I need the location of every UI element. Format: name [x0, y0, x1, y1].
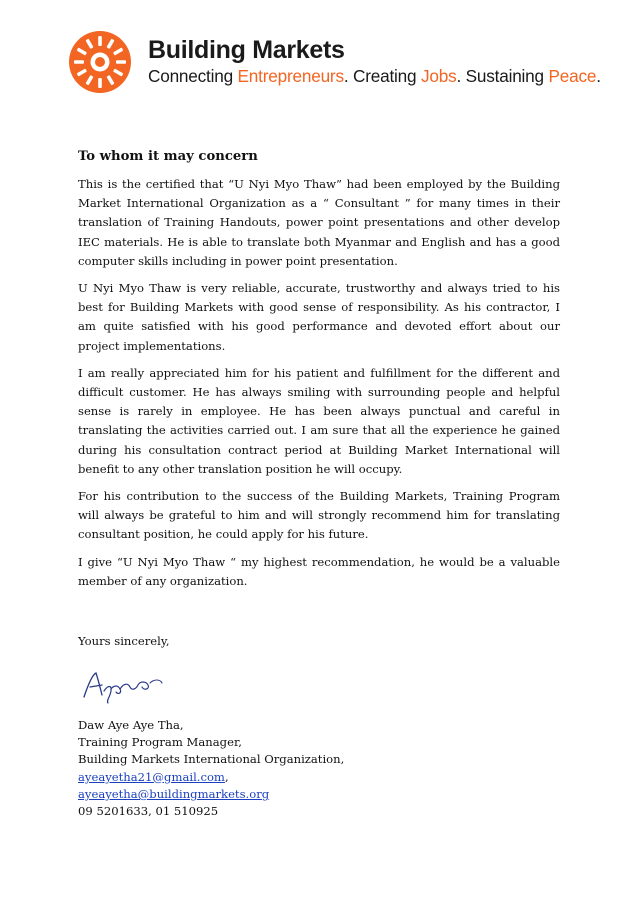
- tagline-highlight: Entrepreneurs: [237, 66, 344, 86]
- tagline-highlight: Peace: [548, 66, 597, 86]
- email-line: [78, 769, 560, 786]
- email-link-gmail[interactable]: ayeayetha21@gmail.com: [78, 769, 225, 784]
- tagline-text: .: [596, 66, 601, 86]
- email-link-work[interactable]: ayeayetha@buildingmarkets.org: [78, 786, 270, 801]
- email-line: [78, 786, 560, 803]
- signer-phones: 09 5201633, 01 510925: [78, 804, 219, 819]
- signer-title: Training Program Manager,: [78, 735, 242, 750]
- letterhead-brand: [148, 36, 601, 87]
- tagline-text: . Creating: [343, 66, 421, 86]
- paragraph: For his contribution to the success of the Building Markets, Training Program will always be grateful to him and will strongly recommend him for translating consultant position, he could apply for his future.: [78, 489, 560, 542]
- signer-organization: Building Markets International Organization,: [78, 752, 345, 767]
- closing: Yours sincerely,: [78, 634, 170, 649]
- letter-body: [78, 148, 560, 820]
- paragraph: I give “U Nyi Myo Thaw “ my highest recommendation, he would be a valuable member of any organization.: [78, 554, 560, 588]
- building-markets-logo: [68, 30, 132, 94]
- paragraph: I am really appreciated him for his patient and fulfillment for the different and difficult customer. He has always smiling with surrounding people and helpful sense is rarely in employee. He has been always punctual and careful in translating the activities carried out. I am sure that all the experience he gained during his consultation contract period at Building Market International will benefit to any other translation position he will occupy.: [78, 365, 560, 476]
- greeting: To whom it may concern: [78, 149, 258, 164]
- tagline-text: Connecting: [148, 66, 238, 86]
- org-name: Building Markets: [148, 36, 345, 64]
- paragraph: This is the certified that “U Nyi Myo Thaw” had been employed by the Building Market International Organization as a “ Consultant ” for many times in their translation of Training Handouts, power point presentations and other develop IEC materials. He is able to translate both Myanmar and English and has a good computer skills including in power point presentation.: [78, 177, 560, 268]
- signature-block: [78, 717, 560, 820]
- tagline-highlight: Jobs: [420, 66, 457, 86]
- tagline: [148, 65, 601, 87]
- email-separator: ,: [224, 769, 229, 784]
- paragraph: U Nyi Myo Thaw is very reliable, accurate, trustworthy and always tried to his best for Building Markets with good sense of responsibility. As his contractor, I am quite satisfied with his good performance and devoted effort about our project implementations.: [78, 281, 560, 353]
- signer-name: Daw Aye Aye Tha,: [78, 718, 184, 733]
- tagline-text: . Sustaining: [456, 66, 549, 86]
- handwritten-signature: [78, 665, 166, 705]
